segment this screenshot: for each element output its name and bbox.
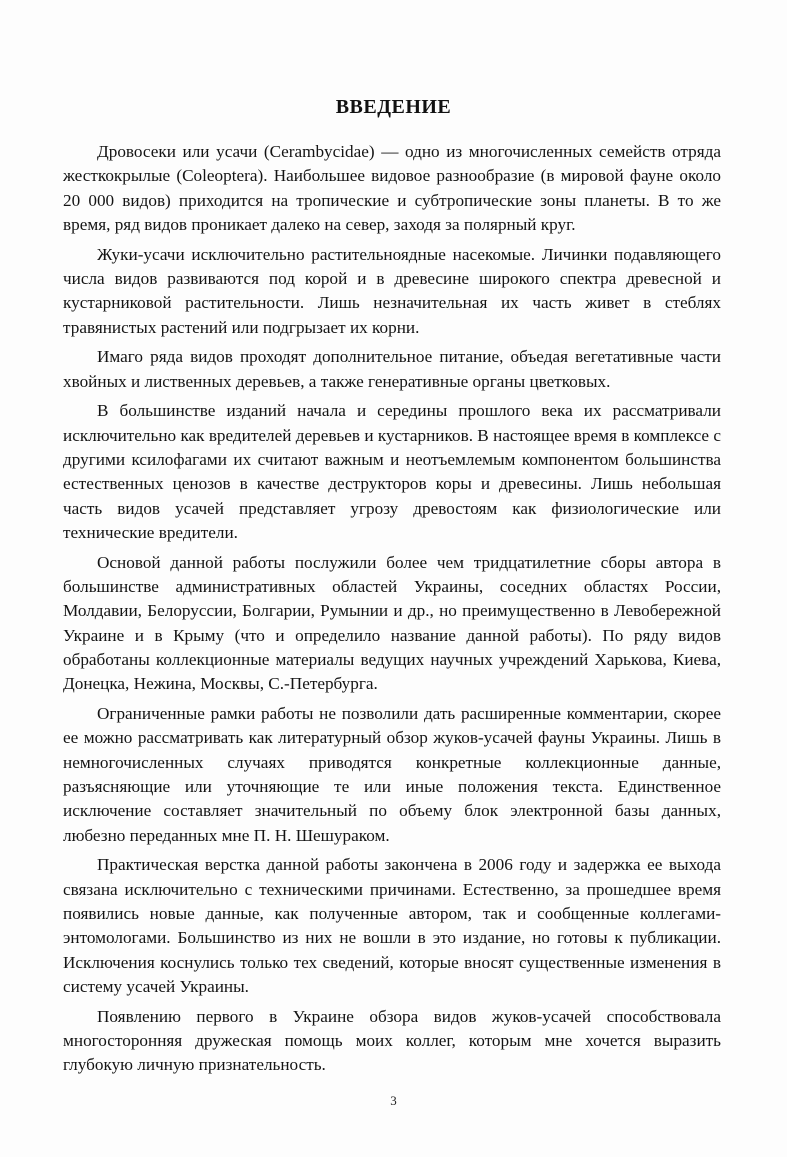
paragraph: В большинстве изданий начала и середины прошлого века их рассматривали исключительно как вредителей деревьев и кустарников. В настоящее время в комплексе с другими ксилофагами их считают важным и неотъемлемым компонентом большинства естественных ценозов в качестве деструкторов коры и древесины. Лишь небольшая часть видов усачей представляет угрозу древостоям как физиологические или технические вредители.	[63, 401, 721, 542]
paragraph: Практическая верстка данной работы закончена в 2006 году и задержка ее выхода связана исключительно с техническими причинами. Естественно, за прошедшее время появились новые данные, как полученные автором, так и сообщенные коллегами-энтомологами. Большинство из них не вошли в это издание, но готовы к публикации. Исключения коснулись только тех сведений, которые вносят существенные изменения в систему усачей Украины.	[63, 855, 721, 996]
paragraph: Появлению первого в Украине обзора видов жуков-усачей способствовала многосторонняя дружеская помощь моих коллег, которым мне хочется выразить глубокую личную признательность.	[63, 1006, 721, 1075]
paragraph: Жуки-усачи исключительно растительноядные насекомые. Личинки подавляющего числа видов развиваются под корой и в древесине широкого спектра древесной и кустарниковой растительности. Лишь незначительная их часть живет в стеблях травянистых растений или подгрызает их корни.	[63, 244, 721, 337]
paragraph: Имаго ряда видов проходят дополнительное питание, объедая вегетативные части хвойных и лиственных деревьев, а также генеративные органы цветковых.	[63, 347, 721, 391]
page-number: 3	[390, 1093, 397, 1108]
paragraph: Ограниченные рамки работы не позволили дать расширенные комментарии, скорее ее можно рассматривать как литературный обзор жуков-усачей фауны Украины. Лишь в немногочисленных случаях приводятся конкретные коллекционные данные, разъясняющие или уточняющие те или иные положения текста. Единственное исключение составляет значительный по объему блок электронной базы данных, любезно переданных мне П. Н. Шешураком.	[63, 704, 721, 845]
paragraph: Основой данной работы послужили более чем тридцатилетние сборы автора в большинстве административных областей Украины, соседних областях России, Молдавии, Белоруссии, Болгарии, Румынии и др., но преимущественно в Левобережной Украине и в Крыму (что и определило название данной работы). По ряду видов обработаны коллекционные материалы ведущих научных учреждений Харькова, Киева, Донецка, Нежина, Москвы, С.-Петербурга.	[63, 552, 721, 694]
section-heading: ВВЕДЕНИЕ	[335, 96, 452, 118]
body-text	[63, 140, 721, 1083]
paragraph: Дровосеки или усачи (Cerambycidae) — одно из многочисленных семейств отряда жесткокрылые (Coleoptera). Наибольшее видовое разнообразие (в мировой фауне около 20 000 видов) приходится на тропические и субтропические зоны планеты. В то же время, ряд видов проникает далеко на север, заходя за полярный круг.	[63, 142, 721, 234]
